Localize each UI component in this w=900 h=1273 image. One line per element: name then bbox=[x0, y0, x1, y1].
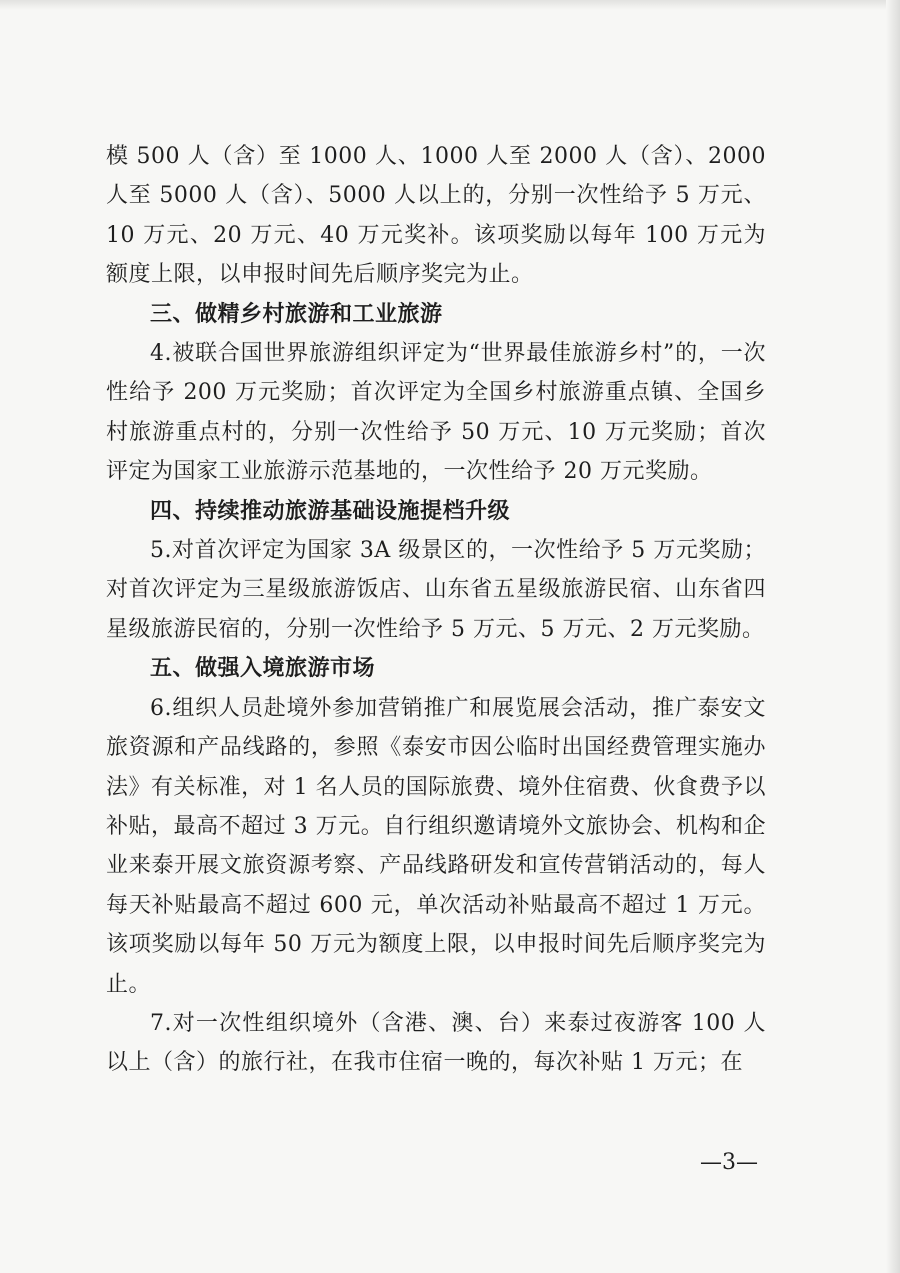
page-top-edge bbox=[0, 0, 900, 10]
paragraph-item-4: 4.被联合国世界旅游组织评定为“世界最佳旅游乡村”的，一次性给予 200 万元奖励；首次评定为全国乡村旅游重点镇、全国乡村旅游重点村的，分别一次性给予 50 万元、10 万元奖励；首次评定为国家工业旅游示范基地的，一次性给予 20 万元奖励。 bbox=[106, 341, 766, 485]
document-body bbox=[106, 137, 766, 1083]
page-right-edge bbox=[886, 0, 900, 1273]
paragraph-item-5: 5.对首次评定为国家 3A 级景区的，一次性给予 5 万元奖励；对首次评定为三星级旅游饭店、山东省五星级旅游民宿、山东省四星级旅游民宿的，分别一次性给予 5 万元、5 万元、2 万元奖励。 bbox=[106, 538, 766, 642]
paragraph-item-6: 6.组织人员赴境外参加营销推广和展览展会活动，推广泰安文旅资源和产品线路的，参照《泰安市因公临时出国经费管理实施办法》有关标准，对 1 名人员的国际旅费、境外住宿费、伙食费予以补贴，最高不超过 3 万元。自行组织邀请境外文旅协会、机构和企业来泰开展文旅资源考察、产品线路研发和宣传营销活动的，每人每天补贴最高不超过 600 元，单次活动补贴最高不超过 1 万元。该项奖励以每年 50 万元为额度上限，以申报时间先后顺序奖完为止。 bbox=[106, 695, 766, 997]
page-number: —3— bbox=[700, 1150, 758, 1175]
section-heading-inbound-tourism: 五、做强入境旅游市场 bbox=[150, 656, 376, 682]
section-heading-rural-industrial-tourism: 三、做精乡村旅游和工业旅游 bbox=[150, 301, 443, 327]
paragraph-continuation: 模 500 人（含）至 1000 人、1000 人至 2000 人（含）、2000 人至 5000 人（含）、5000 人以上的，分别一次性给予 5 万元、10 万元、20 万元、40 万元奖补。该项奖励以每年 100 万元为额度上限，以申报时间先后顺序奖完为止。 bbox=[106, 144, 766, 288]
section-heading-infrastructure-upgrade: 四、持续推动旅游基础设施提档升级 bbox=[150, 498, 511, 524]
paragraph-item-7: 7.对一次性组织境外（含港、澳、台）来泰过夜游客 100 人以上（含）的旅行社，在我市住宿一晚的，每次补贴 1 万元；在 bbox=[106, 1010, 766, 1076]
